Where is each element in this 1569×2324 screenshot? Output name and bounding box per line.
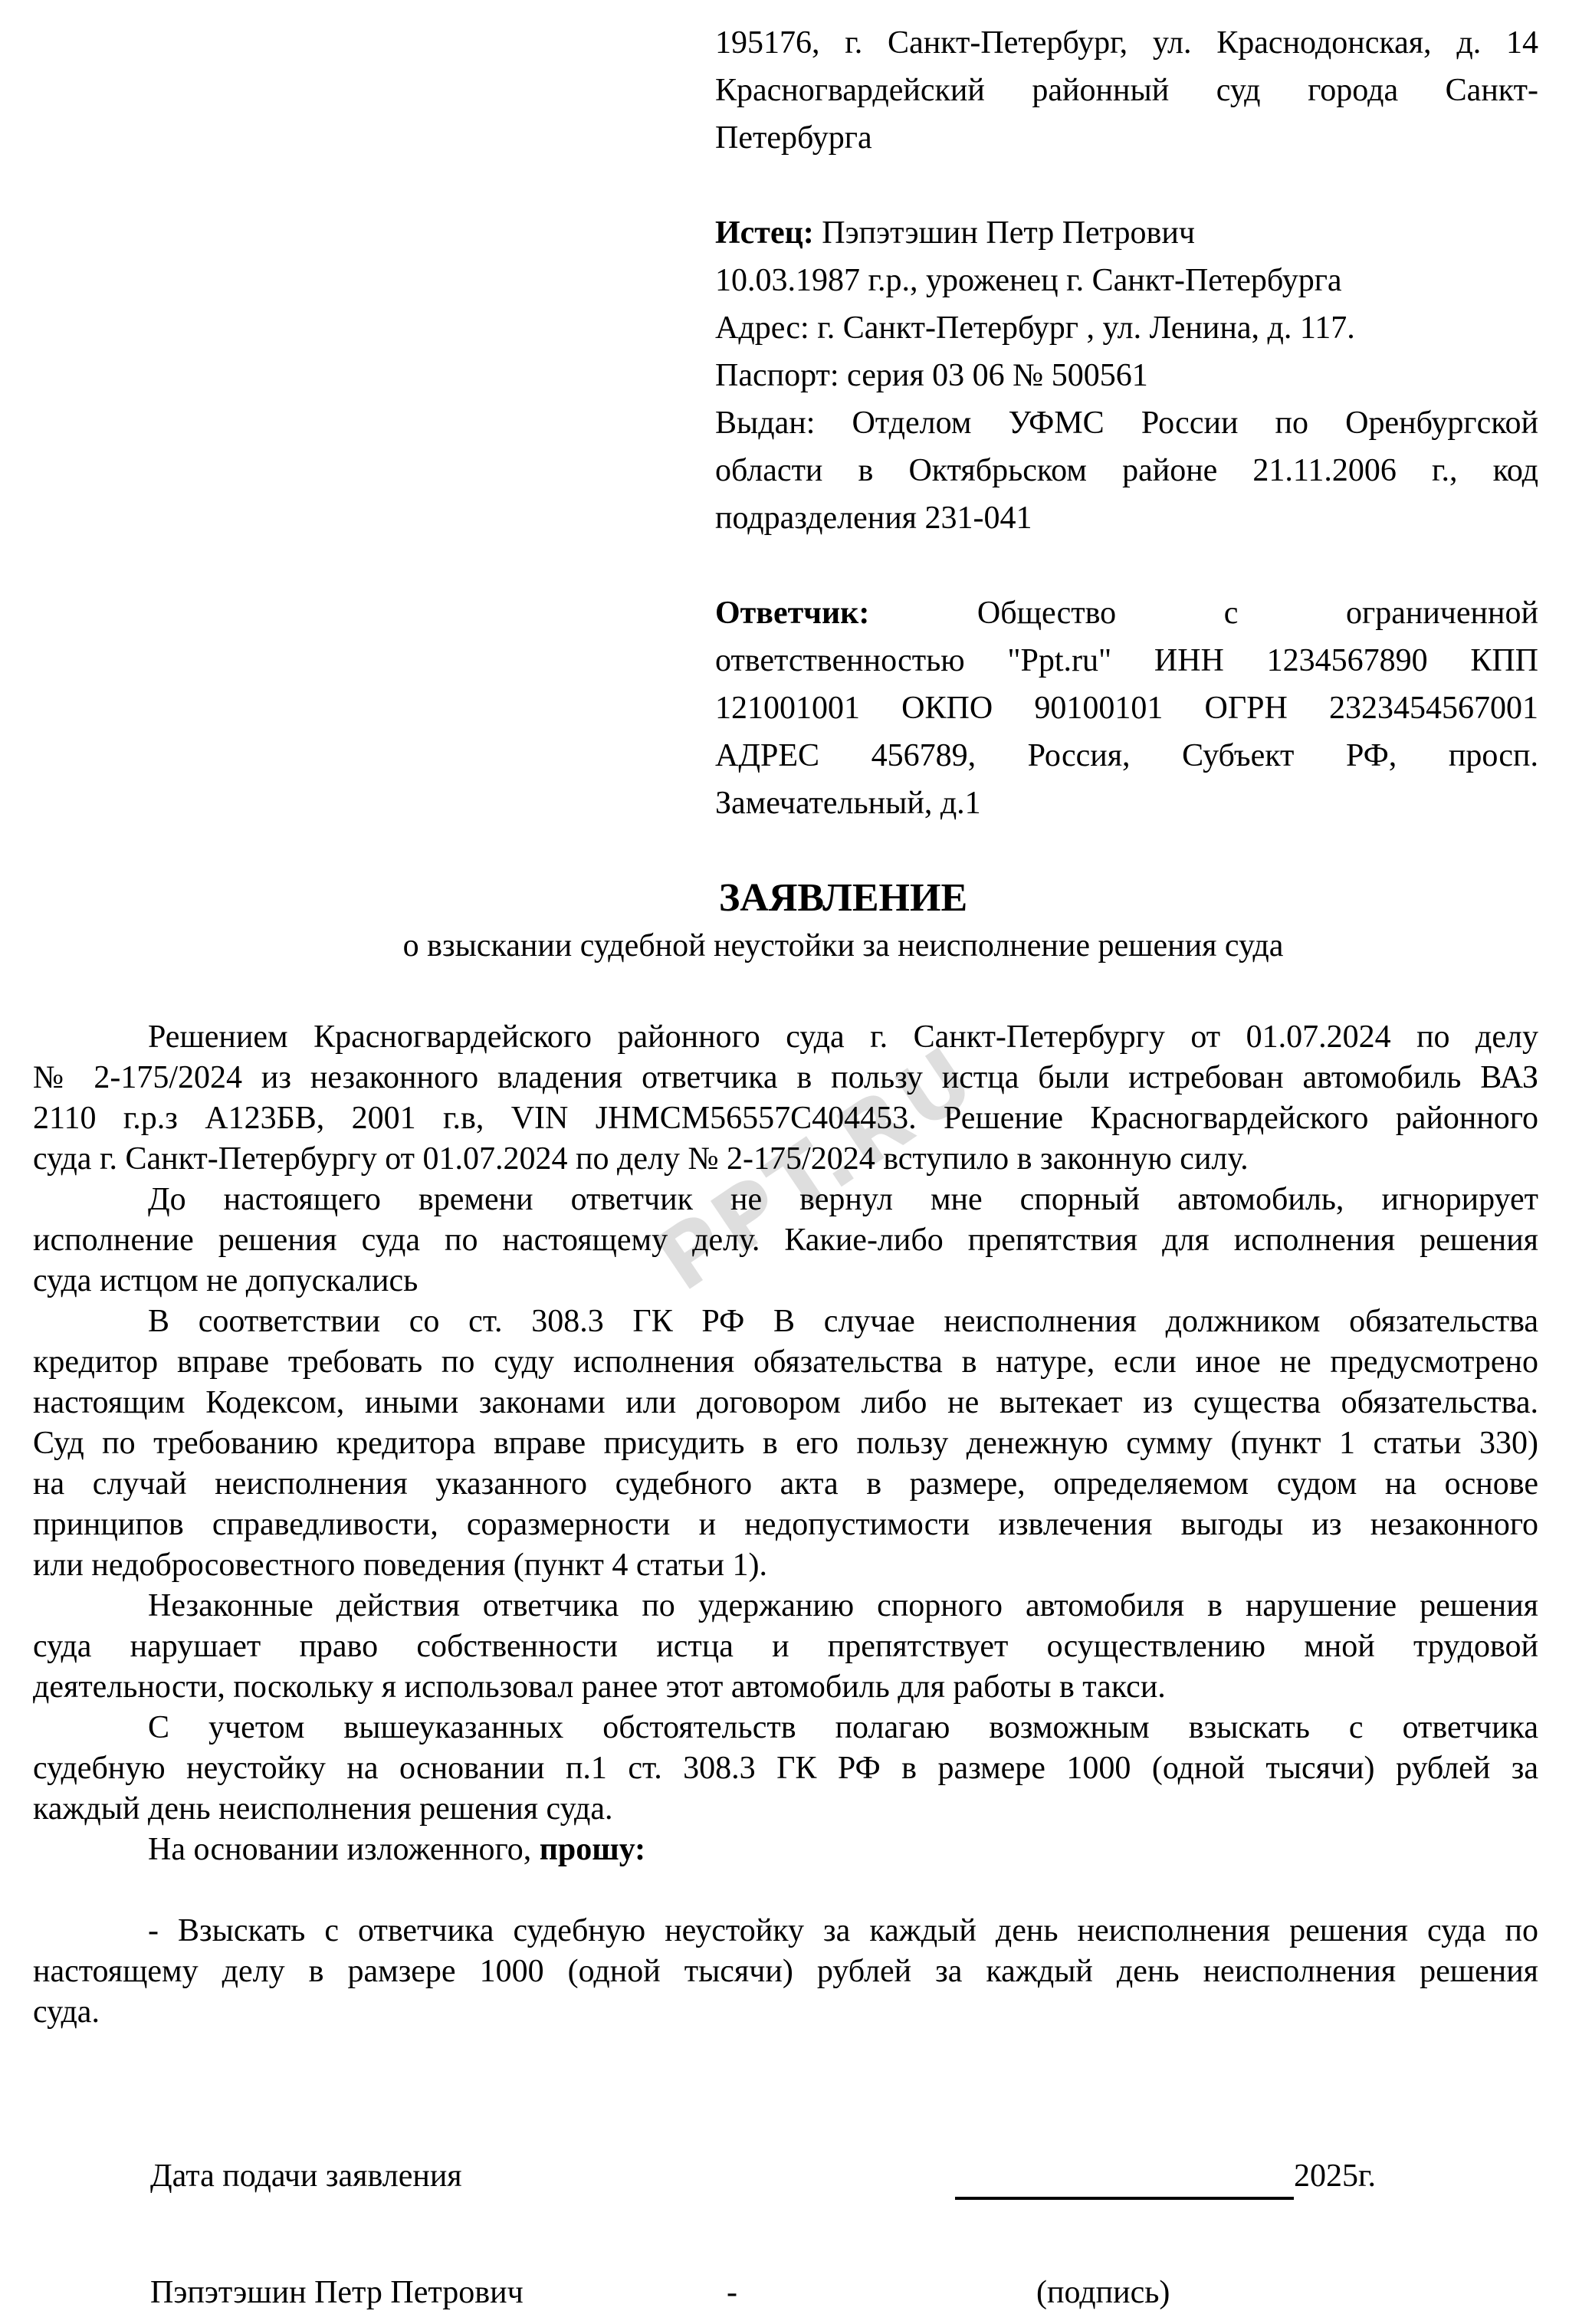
defendant-inn-line: ответственностью "Ppt.ru" ИНН 1234567890 КПП — [715, 643, 1538, 678]
defendant-ogrn-line: 121001001 ОКПО 90100101 ОГРН 2323454567001 — [715, 691, 1538, 726]
defendant-block — [715, 589, 1538, 827]
plaintiff-address-line: Адрес: г. Санкт-Петербург , ул. Ленина, д. 117. — [715, 310, 1355, 346]
defendant-name: Общество с ограниченной — [977, 596, 1538, 631]
signature-label: (подпись) — [1036, 2275, 1170, 2310]
defendant-address-line: АДРЕС 456789, Россия, Субъект РФ, просп. — [715, 738, 1538, 773]
plaintiff-passport-line: Паспорт: серия 03 06 № 500561 — [715, 358, 1148, 393]
blank-line — [33, 1870, 1538, 1911]
body-line: 2110 г.р.з А123БВ, 2001 г.в, VIN JHMCM56557C404453. Решение Красногвардейского районного — [33, 1101, 1538, 1136]
ppt-ru-watermark: PPT.RU — [639, 1026, 994, 1310]
filing-date-row — [33, 2152, 1538, 2200]
plaintiff-block — [715, 209, 1538, 542]
date-fill-in-line[interactable] — [955, 2189, 1294, 2200]
body-line: С учетом вышеуказанных обстоятельств полагаю возможным взыскать с ответчика — [148, 1710, 1538, 1745]
body-line: В соответствии со ст. 308.3 ГК РФ В случае неисполнения должником обязательства — [148, 1304, 1538, 1339]
body-line: настоящему делу в рамзере 1000 (одной тысячи) рублей за каждый день неисполнения решения — [33, 1954, 1538, 1989]
plaintiff-label: Истец: — [715, 215, 814, 251]
body-line: каждый день неисполнения решения суда. — [33, 1791, 613, 1827]
court-name-line: Красногвардейский районный суд города Санкт- — [715, 73, 1538, 108]
paragraph-decision — [33, 1017, 1538, 1180]
plaintiff-name: Пэпэтэшин Петр Петрович — [822, 215, 1195, 251]
body-line: - Взыскать с ответчика судебную неустойку за каждый день неисполнения решения суда по — [148, 1913, 1538, 1948]
document-subtitle: о взыскании судебной неустойки за неисполнение решения суда — [402, 928, 1284, 963]
body-line: суда. — [33, 1994, 100, 2030]
signature-row — [33, 2269, 1538, 2316]
plaintiff-birth-line: 10.03.1987 г.р., уроженец г. Санкт-Петербурга — [715, 263, 1342, 298]
paragraph-demand — [33, 1911, 1538, 2033]
document-body — [33, 1017, 1538, 2033]
request-intro-bold: прошу: — [539, 1832, 646, 1867]
document-title-block — [148, 875, 1538, 970]
body-line: Незаконные действия ответчика по удержанию спорного автомобиля в нарушение решения — [148, 1588, 1538, 1623]
request-intro-text: На основании изложенного, — [148, 1832, 532, 1867]
paragraph-illegal-actions — [33, 1586, 1538, 1708]
body-line: суда г. Санкт-Петербургу от 01.07.2024 по делу № 2-175/2024 вступило в законную силу. — [33, 1141, 1249, 1177]
court-name-line: Петербурга — [715, 120, 872, 156]
defendant-name-line — [715, 589, 1538, 637]
plaintiff-passport-code-line: подразделения 231-041 — [715, 501, 1032, 536]
body-line: кредитор вправе требовать по суду исполнения обязательства в натуре, если иное не предусмотрено — [33, 1344, 1538, 1380]
court-address-block — [715, 19, 1538, 162]
body-line: Суд по требованию кредитора вправе присудить в его пользу денежную сумму (пункт 1 статьи 330) — [33, 1426, 1538, 1461]
paragraph-non-return — [33, 1180, 1538, 1302]
signature-dash: - — [727, 2275, 737, 2310]
defendant-label: Ответчик: — [715, 596, 870, 631]
body-line: суда истцом не допускались — [33, 1263, 419, 1298]
plaintiff-passport-issuer-line: области в Октябрьском районе 21.11.2006 г., код — [715, 453, 1538, 488]
document-title: ЗАЯВЛЕНИЕ — [718, 876, 968, 920]
body-line: Решением Красногвардейского районного суда г. Санкт-Петербургу от 01.07.2024 по делу — [148, 1019, 1538, 1055]
year-suffix: 2025г. — [1294, 2158, 1376, 2194]
body-line: До настоящего времени ответчик не вернул мне спорный автомобиль, игнорирует — [148, 1182, 1538, 1217]
body-line: или недобросовестного поведения (пункт 4 статьи 1). — [33, 1548, 767, 1583]
body-line: настоящим Кодексом, иными законами или договором либо не вытекает из существа обязательства. — [33, 1385, 1538, 1420]
body-line: суда нарушает право собственности истца и препятствует осуществлению мной трудовой — [33, 1629, 1538, 1664]
plaintiff-passport-issuer-line: Выдан: Отделом УФМС России по Оренбургской — [715, 405, 1538, 441]
filing-date-label: Дата подачи заявления — [150, 2158, 462, 2194]
body-line: исполнение решения суда по настоящему делу. Какие-либо препятствия для исполнения решения — [33, 1223, 1538, 1258]
plaintiff-name-line — [715, 209, 1538, 257]
body-line: № 2-175/2024 из незаконного владения ответчика в пользу истца были истребован автомобиль ВАЗ — [33, 1060, 1538, 1095]
paragraph-law-308-3 — [33, 1302, 1538, 1586]
signer-name: Пэпэтэшин Петр Петрович — [150, 2275, 524, 2310]
body-line: принципов справедливости, соразмерности и недопустимости извлечения выгоды из незаконного — [33, 1507, 1538, 1542]
court-address-line: 195176, г. Санкт-Петербург, ул. Краснодонская, д. 14 — [715, 25, 1538, 61]
paragraph-penalty-claim — [33, 1708, 1538, 1830]
defendant-address-line: Замечательный, д.1 — [715, 786, 981, 821]
body-line: на случай неисполнения указанного судебного акта в размере, определяемом судом на основе — [33, 1466, 1538, 1502]
body-line: судебную неустойку на основании п.1 ст. 308.3 ГК РФ в размере 1000 (одной тысячи) рублей за — [33, 1751, 1538, 1786]
body-line: деятельности, поскольку я использовал ранее этот автомобиль для работы в такси. — [33, 1669, 1166, 1705]
paragraph-request-intro — [33, 1830, 1538, 1870]
